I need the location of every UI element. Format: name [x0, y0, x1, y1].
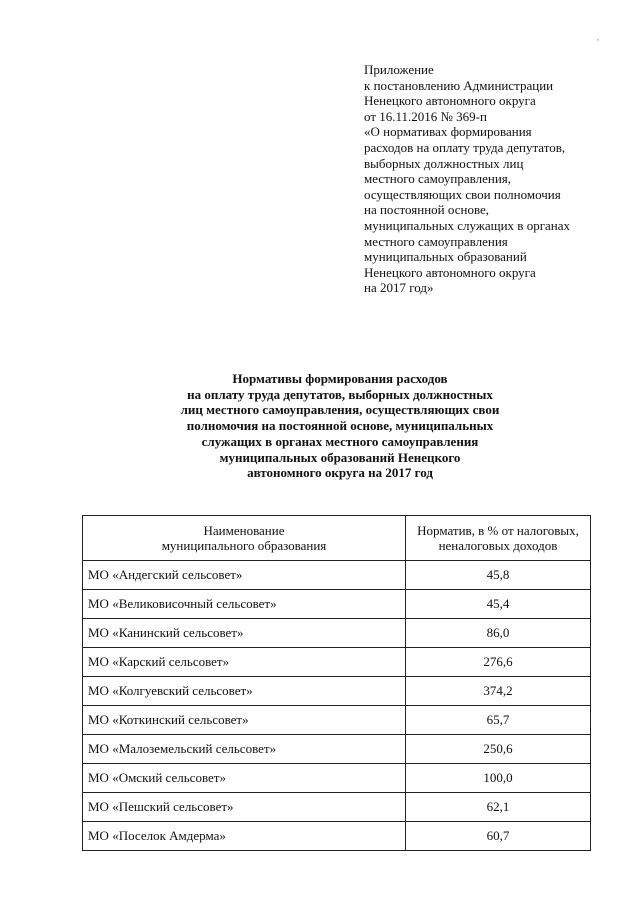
- municipality-name: МО «Поселок Амдерма»: [83, 822, 406, 851]
- municipality-name: МО «Омский сельсовет»: [83, 764, 406, 793]
- municipality-name: МО «Великовисочный сельсовет»: [83, 590, 406, 619]
- norm-value: 65,7: [406, 706, 591, 735]
- appendix-line: Приложение: [364, 62, 434, 77]
- document-title: [150, 371, 530, 481]
- norm-value: 86,0: [406, 619, 591, 648]
- table-row: [83, 793, 591, 822]
- appendix-line: на постоянной основе,: [364, 202, 490, 218]
- header-municipality-line: муниципального образования: [161, 538, 327, 553]
- title-line: автономного округа на 2017 год: [247, 465, 433, 481]
- appendix-line: осуществляющих свои полномочия: [364, 186, 561, 202]
- table-row: [83, 677, 591, 706]
- header-norm: [406, 516, 591, 561]
- title-line: муниципальных образований Ненецкого: [219, 449, 461, 465]
- norm-value: 276,6: [406, 648, 591, 677]
- scan-mark: ,: [597, 32, 600, 42]
- municipality-name: МО «Андегский сельсовет»: [83, 561, 406, 590]
- appendix-line: «О нормативах формирования: [364, 124, 532, 140]
- table-row: [83, 735, 591, 764]
- norms-table: [82, 515, 591, 851]
- appendix-line: Ненецкого автономного округа: [364, 93, 536, 109]
- appendix-line: местного самоуправления,: [364, 171, 512, 187]
- table-row: [83, 590, 591, 619]
- municipality-name: МО «Коткинский сельсовет»: [83, 706, 406, 735]
- title-line: на оплату труда депутатов, выборных должностных: [187, 386, 493, 402]
- norm-value: 100,0: [406, 764, 591, 793]
- norm-value: 45,4: [406, 590, 591, 619]
- norm-value: 374,2: [406, 677, 591, 706]
- table-row: [83, 619, 591, 648]
- table-row: [83, 561, 591, 590]
- appendix-line: расходов на оплату труда депутатов,: [364, 139, 566, 155]
- appendix-line: на 2017 год»: [364, 280, 434, 296]
- norm-value: 45,8: [406, 561, 591, 590]
- table-row: [83, 648, 591, 677]
- title-line: полномочия на постоянной основе, муниципальных: [186, 418, 494, 434]
- appendix-block: [364, 62, 624, 296]
- appendix-line: Ненецкого автономного округа: [364, 264, 536, 280]
- appendix-line: местного самоуправления: [364, 233, 508, 249]
- municipality-name: МО «Пешский сельсовет»: [83, 793, 406, 822]
- appendix-line: выборных должностных лиц: [364, 155, 524, 171]
- appendix-line: от 16.11.2016 № 369-п: [364, 108, 487, 124]
- appendix-line: к постановлению Администрации: [364, 77, 554, 93]
- municipality-name: МО «Карский сельсовет»: [83, 648, 406, 677]
- table-header-row: [83, 516, 591, 561]
- header-municipality: [83, 516, 406, 561]
- appendix-line: муниципальных служащих в органах: [364, 217, 571, 233]
- title-line: служащих в органах местного самоуправления: [201, 433, 479, 449]
- municipality-name: МО «Канинский сельсовет»: [83, 619, 406, 648]
- municipality-name: МО «Колгуевский сельсовет»: [83, 677, 406, 706]
- appendix-line: муниципальных образований: [364, 249, 527, 265]
- table-row: [83, 764, 591, 793]
- title-line: Нормативы формирования расходов: [232, 371, 448, 386]
- table-row: [83, 822, 591, 851]
- norm-value: 250,6: [406, 735, 591, 764]
- header-municipality-line: Наименование: [203, 523, 285, 538]
- municipality-name: МО «Малоземельский сельсовет»: [83, 735, 406, 764]
- header-norm-line: неналоговых доходов: [438, 538, 558, 553]
- title-line: лиц местного самоуправления, осуществляющих свои: [180, 402, 500, 418]
- header-norm-line: Норматив, в % от налоговых,: [417, 523, 579, 538]
- table-row: [83, 706, 591, 735]
- norm-value: 60,7: [406, 822, 591, 851]
- norm-value: 62,1: [406, 793, 591, 822]
